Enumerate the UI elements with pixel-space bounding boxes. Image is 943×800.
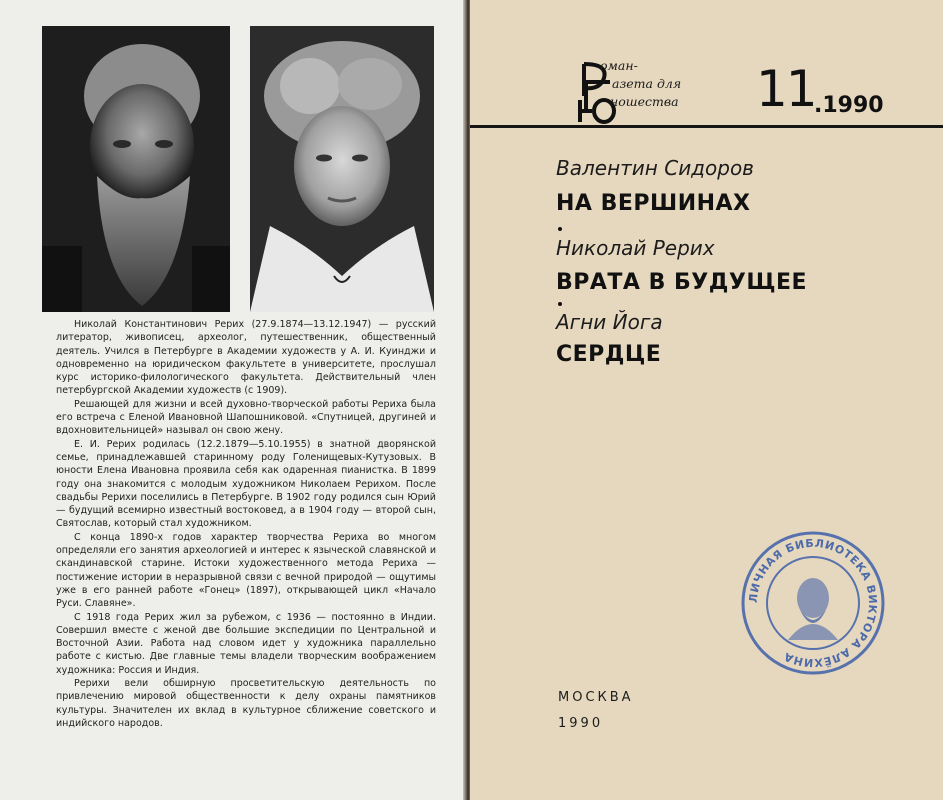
separator-dot: [558, 227, 562, 231]
title-1: НА ВЕРШИНАХ: [556, 191, 751, 216]
right-page: [470, 0, 943, 800]
title-3: СЕРДЦЕ: [556, 342, 662, 367]
portrait-elena-roerich: [250, 26, 434, 312]
bio-paragraph: С 1918 года Рерих жил за рубежом, с 1936 — постоянно в Индии. Совершил вместе с женой две большие экспедиции по Центральной и Восточной Азии. Работа над словом идет у художника параллельно работе с кистью. Две главные темы владели творческим воображением художника: Россия и Индия.: [56, 611, 436, 676]
issue-year: .1990: [814, 93, 884, 118]
left-page: [0, 0, 465, 800]
publication-city: МОСКВА: [558, 690, 634, 705]
bio-paragraph: Рерихи вели обширную просветительскую деятельность по привлечению мировой общественности к делу охраны памятников культуры. Значителен их вклад в культурное сближение советского и индийского народов.: [56, 678, 436, 729]
author-2: Николай Рерих: [556, 236, 715, 260]
author-3: Агни Йога: [556, 310, 663, 334]
masthead: [470, 0, 943, 140]
stamp-text: ЛИЧНАЯ БИБЛИОТЕКА ВИКТОРА АЛЁХИНА: [746, 536, 880, 670]
portrait-nicholas-roerich: [42, 26, 230, 312]
issue-number: 11: [756, 60, 816, 118]
biography-text: [56, 318, 436, 730]
masthead-rule: [470, 125, 943, 128]
bio-paragraph: Николай Константинович Рерих (27.9.1874—13.12.1947) — русский литератор, живописец, археолог, путешественник, общественный деятель. Учился в Петербурге в Академии художеств у А. И. Куинджи и одновременно на юридическом факультете в университете, прослушал курс историко-филологического факультета. Действительный член петербургской Академии художеств (с 1909).: [56, 319, 436, 397]
library-stamp: [738, 528, 888, 678]
bio-paragraph: Е. И. Рерих родилась (12.2.1879—5.10.1955) в знатной дворянской семье, принадлежавшей старинному роду Голенищевых-Кутузовых. В юности Елена Ивановна проявила себя как одаренная пианистка. В 1899 году она знакомится с молодым художником Николаем Рерихом. После свадьбы Рерихи поселились в Петербурге. В 1902 году родился сын Юрий — будущий всемирно известный востоковед, а в 1904 году — второй сын, Святослав, который стал художником.: [56, 438, 436, 530]
bio-paragraph: Решающей для жизни и всей духовно-творческой работы Рериха была его встреча с Еленой Ивановной Шапошниковой. «Спутницей, другиней и вдохновительницей» называл он свою жену.: [56, 398, 436, 437]
logo-line-1: оман-: [600, 58, 638, 73]
logo-line-2: азета для: [612, 76, 682, 91]
publication-year: 1990: [558, 716, 604, 731]
roman-gazeta-logo: [574, 56, 734, 126]
bio-paragraph: С конца 1890-х годов характер творчества Рериха во многом определяли его занятия археологией и интерес к языческой славянской и скандинавской старине. Истоки художественного метода Рериха — постижение истории в неразрывной связи с вечной природой — ощутимы уже в его ранней работе «Гонец» (1897), открывающей цикл «Начало Руси. Славяне».: [56, 531, 436, 610]
logo-line-3: ношества: [610, 94, 679, 109]
title-2: ВРАТА В БУДУЩЕЕ: [556, 270, 808, 295]
separator-dot: [558, 302, 562, 306]
author-1: Валентин Сидоров: [556, 156, 754, 180]
